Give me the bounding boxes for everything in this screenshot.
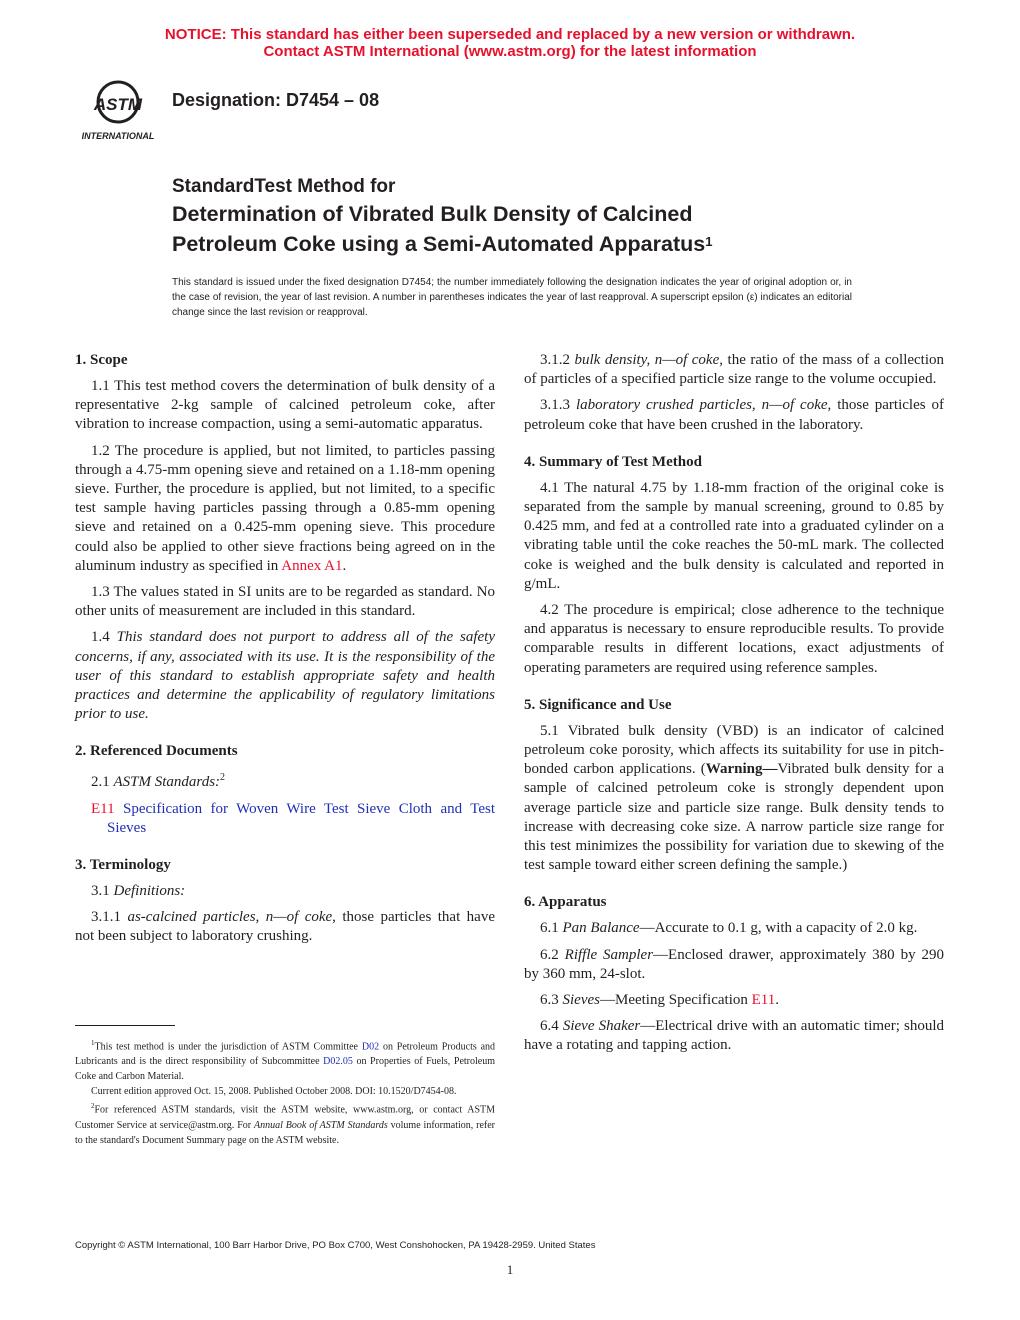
right-column <box>524 351 944 1063</box>
copyright-line: Copyright © ASTM International, 100 Barr Harbor Drive, PO Box C700, West Conshohocken, PA 19428-2959. United States <box>75 1240 596 1251</box>
title-footnote-mark: 1 <box>705 234 713 249</box>
title-line-3: Petroleum Coke using a Semi-Automated Apparatus <box>172 232 706 256</box>
definitions-label: Definitions: <box>113 883 186 900</box>
footnote-mark-2: 2 <box>220 772 226 784</box>
paragraph-6-1-num: 6.1 <box>540 920 559 937</box>
paragraph-1-2-end: . <box>342 557 347 574</box>
definition-3-1-2 <box>524 351 944 389</box>
issuance-statement: This standard is issued under the fixed designation D7454; the number immediately following the designation indicates the year of original adoption or, in the case of revision, the year of last revision. A number in parentheses indicates the year of last reapproval. A superscript epsilon (ε) indicates an editorial change since the last revision or reapproval. <box>172 277 852 318</box>
paragraph-2-1-num: 2.1 <box>91 774 110 791</box>
paragraph-2-1 <box>75 768 495 792</box>
paragraph-6-2-num: 6.2 <box>540 946 559 963</box>
reference-e11[interactable] <box>75 800 495 838</box>
definition-3-1-1-text: , those particles that have not been subject to laboratory crushing. <box>75 909 495 945</box>
definition-3-1-3-term: laboratory crushed particles, n—of coke <box>575 397 828 414</box>
title-line-2: Determination of Vibrated Bulk Density of Calcined <box>172 202 693 226</box>
definition-3-1-3 <box>524 396 944 434</box>
warning-label: Warning— <box>705 761 778 778</box>
paragraph-6-3-end: . <box>775 992 779 1009</box>
pan-balance-term: Pan Balance <box>562 920 640 937</box>
page-number: 1 <box>506 1262 514 1277</box>
definition-3-1-2-text: , the ratio of the mass of a collection of particles of a specified particle size range to the volume occupied. <box>524 352 945 388</box>
section-heading-referenced-documents: 2. Referenced Documents <box>75 743 238 760</box>
safety-caveat: This standard does not purport to address all of the safety concerns, if any, associated with its use. It is the responsibility of the user of this standard to establish appropriate safety and health practices and determine the applicability of regulatory limitations prior to use. <box>75 629 496 723</box>
section-heading-scope: 1. Scope <box>75 352 128 368</box>
paragraph-6-1-text: —Accurate to 0.1 g, with a capacity of 2.0 kg. <box>639 920 918 937</box>
paragraph-5-1-text-b: Vibrated bulk density for a sample of calcined petroleum coke is strongly dependent upon average particle size and particle size range. Bulk density tends to increase with decreasing coke size. A narrow particle size range for this test minimizes the possibility for variation due to skewing of the test sample toward either screen defining the sample.) <box>524 761 944 874</box>
section-heading-terminology: 3. Terminology <box>75 857 171 874</box>
annex-a1-link[interactable]: Annex A1 <box>281 557 343 574</box>
paragraph-1-1: 1.1 This test method covers the determination of bulk density of a representative 2-kg sample of calcined petroleum coke, after vibration to increase compaction, using a semi-automatic apparatus. <box>75 378 495 433</box>
sieves-term: Sieves <box>562 992 600 1009</box>
definition-3-1-1-term: as-calcined particles, n—of coke <box>127 909 333 926</box>
d02-05-link[interactable]: D02.05 <box>323 1056 353 1068</box>
footnote-1-text-a: This test method is under the jurisdiction of ASTM Committee <box>94 1041 358 1053</box>
riffle-sampler-term: Riffle Sampler <box>564 946 654 963</box>
designation: Designation: D7454 – 08 <box>172 90 380 110</box>
e11-link[interactable]: E11 <box>751 992 776 1009</box>
paragraph-1-2 <box>75 442 495 576</box>
paragraph-3-1 <box>75 882 495 901</box>
e11-title-link[interactable]: Specification for Woven Wire Test Sieve Cloth and Test Sieves <box>107 800 495 836</box>
section-heading-apparatus: 6. Apparatus <box>524 894 607 911</box>
paragraph-1-2-text: 1.2 The procedure is applied, but not limited, to particles passing through a 4.75-mm opening sieve and retained on a 1.18-mm opening sieve. Further, the procedure is applied, but not limited, to a specific test sample having particles passing through a 0.85-mm opening sieve and retained on a 0.425-mm opening sieve. This procedure could also be applied to other sieve fractions being agreed on in the aluminum industry as specified in <box>75 442 495 574</box>
footnote-2-mark: 2 <box>91 1102 95 1111</box>
e11-code-link[interactable]: E11 <box>91 800 115 817</box>
paragraph-6-4-text: —Electrical drive with an automatic timer; should have a rotating and tapping action. <box>524 1018 944 1054</box>
footnote-2-text-b: volume information, refer to the standard's Document Summary page on the ASTM website. <box>75 1119 496 1146</box>
definition-3-1-1-num: 3.1.1 <box>91 909 121 926</box>
annual-book-title: Annual Book of ASTM Standards <box>253 1119 388 1131</box>
paragraph-4-2: 4.2 The procedure is empirical; close adherence to the technique and apparatus is necessary to ensure reproducible results. To provide comparable results in different locations, exact adjustments of operating parameters are required using reference samples. <box>524 602 944 676</box>
definition-3-1-3-num: 3.1.3 <box>540 397 570 414</box>
document-title <box>172 175 932 259</box>
left-column <box>75 351 495 954</box>
definition-3-1-2-term: bulk density, n—of coke <box>574 352 720 368</box>
section-heading-significance: 5. Significance and Use <box>524 696 672 713</box>
footnote-rule <box>75 1025 175 1026</box>
paragraph-1-3: 1.3 The values stated in SI units are to be regarded as standard. No other units of measurement are included in this standard. <box>75 584 495 620</box>
footnotes <box>75 1025 495 1148</box>
paragraph-3-1-num: 3.1 <box>91 883 110 900</box>
paragraph-1-4-num: 1.4 <box>91 629 110 646</box>
astm-international-logo <box>76 76 160 144</box>
footnote-1-text-b: on Petroleum Products and Lubricants and is the direct responsibility of Subcommittee <box>75 1041 496 1068</box>
footnote-2 <box>75 1099 495 1147</box>
footnote-2-text-a: For referenced ASTM standards, visit the ASTM website, www.astm.org, or contact ASTM Customer Service at service@astm.org. For <box>75 1104 495 1131</box>
paragraph-5-1 <box>524 722 944 876</box>
paragraph-6-2-text: —Enclosed drawer, approximately 380 by 290 by 360 mm, 24-slot. <box>524 946 944 982</box>
section-heading-summary: 4. Summary of Test Method <box>524 453 702 470</box>
logo-caption: INTERNATIONAL <box>81 131 155 141</box>
notice-line-1: NOTICE: This standard has either been superseded and replaced by a new version or withdrawn. <box>164 26 856 43</box>
paragraph-6-1 <box>524 919 944 938</box>
astm-logo-icon <box>76 76 160 144</box>
d02-link[interactable]: D02 <box>361 1041 380 1053</box>
paragraph-6-4-num: 6.4 <box>540 1018 559 1035</box>
paragraph-1-4 <box>75 628 495 724</box>
definition-3-1-2-num: 3.1.2 <box>540 352 570 368</box>
footnote-1-mark: 1 <box>91 1039 95 1047</box>
footnote-1-edition: Current edition approved Oct. 15, 2008. Published October 2008. DOI: 10.1520/D7454-08. <box>91 1086 457 1098</box>
footnote-1 <box>75 1036 495 1084</box>
sieve-shaker-term: Sieve Shaker <box>562 1018 641 1035</box>
paragraph-4-1: 4.1 The natural 4.75 by 1.18-mm fraction of the original coke is separated from the sample by manual screening, ground to 0.85 by 0.425 mm, and fed at a controlled rate into a graduated cylinder on a vibrating table until the coke reaches the 50-mL mark. The collected coke is weighed and the bulk density is calculated and reported in g/mL. <box>524 479 944 592</box>
paragraph-6-3-text: —Meeting Specification <box>599 992 748 1009</box>
paragraph-6-3 <box>524 991 944 1010</box>
withdrawal-notice <box>0 26 1020 60</box>
footnote-1-text-c: on Properties of Fuels, Petroleum Coke and Carbon Material. <box>75 1056 495 1083</box>
definition-3-1-3-text: , those particles of petroleum coke that have been crushed in the laboratory. <box>524 397 945 433</box>
paragraph-6-2 <box>524 946 944 984</box>
title-line-1: StandardTest Method for <box>172 176 396 197</box>
paragraph-5-1-text-a: 5.1 Vibrated bulk density (VBD) is an indicator of calcined petroleum coke porosity, which affects its suitability for use in pitch-bonded carbon applications. ( <box>524 722 944 778</box>
astm-standards-label: ASTM Standards: <box>113 774 221 791</box>
paragraph-6-3-num: 6.3 <box>540 992 559 1009</box>
paragraph-6-4 <box>524 1017 944 1055</box>
notice-line-2: Contact ASTM International (www.astm.org) for the latest information <box>263 43 757 60</box>
logo-letters: ASTM <box>93 95 143 114</box>
definition-3-1-1 <box>75 908 495 946</box>
